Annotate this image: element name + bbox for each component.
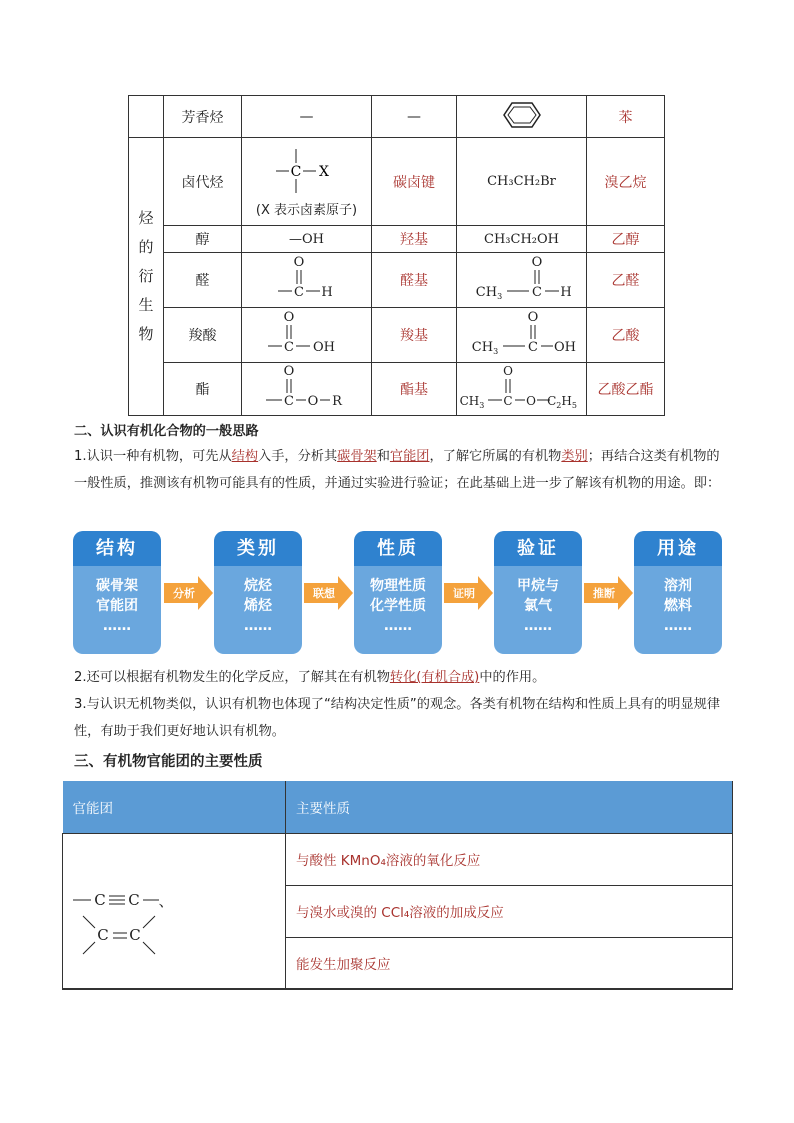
svg-text:推断: 推断 — [593, 587, 615, 600]
flow-card-property: 性质 物理性质 化学性质 …… — [354, 531, 442, 654]
svg-text:H: H — [559, 285, 572, 300]
svg-text:C: C — [290, 164, 301, 180]
group-formula: — — [242, 96, 372, 138]
table-row — [129, 96, 665, 138]
table-row — [129, 226, 665, 253]
table-row — [63, 833, 733, 885]
example-structure — [457, 96, 587, 138]
section-two-paragraph-3: 3.与认识无机物类似，认识有机物也体现了“结构决定性质”的观念。各类有机物在结构和性质上具有的明显规律性，有助于我们更好地认识有机物。 — [74, 697, 721, 739]
class-name: 醛 — [164, 253, 242, 308]
group-name: 醛基 — [372, 253, 457, 308]
section-two-paragraph-1: 1.认识一种有机物，可先从结构入手，分析其碳骨架和官能团，了解它所属的有机物类别；再结合这类有机物的一般性质，推测该有机物可能具有的性质，并通过实验进行验证；在此基础上进一步了解该有机物的用途。即： — [74, 449, 721, 491]
vertical-category-label: 烃 的 衍 生 物 — [129, 138, 164, 416]
flow-card-verification: 验证 甲烷与 氯气 …… — [494, 531, 582, 654]
svg-text:O: O — [527, 310, 538, 325]
svg-text:OH: OH — [553, 340, 576, 355]
svg-text:CH3: $CH_3$ — [475, 285, 502, 301]
table-row — [129, 363, 665, 416]
flow-arrow-associate — [304, 576, 353, 610]
keyword-category: 类别 — [561, 449, 588, 464]
flow-arrow-infer — [584, 576, 633, 610]
example-formula: CH₃CH₂OH — [457, 226, 587, 253]
svg-text:联想: 联想 — [313, 587, 335, 600]
group-formula — [242, 363, 372, 416]
triple-and-double-bond-structure — [63, 854, 213, 964]
table-row — [129, 308, 665, 363]
svg-text:分析: 分析 — [173, 587, 195, 600]
svg-text:C: C — [283, 394, 294, 409]
property-addition: 与溴水或溴的 CCl₄溶液的加成反应 — [286, 885, 733, 937]
header-main-property: 主要性质 — [286, 781, 733, 833]
class-name: 酯 — [164, 363, 242, 416]
svg-text:CH3: $CH_3$ — [459, 394, 484, 410]
flow-arrow-prove — [444, 576, 493, 610]
keyword-structure: 结构 — [231, 449, 259, 464]
svg-text:O: O — [283, 310, 294, 325]
table-row — [129, 138, 665, 226]
group-formula — [242, 308, 372, 363]
svg-text:C: C — [527, 340, 538, 355]
group-name: 酯基 — [372, 363, 457, 416]
flow-card-category: 类别 烷烃 烯烃 …… — [214, 531, 302, 654]
svg-text:O: O — [307, 394, 318, 409]
svg-text:C: C — [97, 925, 109, 944]
svg-text:X: X — [318, 164, 329, 180]
group-formula — [242, 138, 372, 226]
example-formula: CH₃CH₂Br — [457, 138, 587, 226]
acetic-acid-structure — [467, 309, 577, 357]
example-name: 乙醇 — [587, 226, 665, 253]
class-name: 卤代烃 — [164, 138, 242, 226]
halogen-note: (X 表示卤素原子) — [255, 203, 358, 218]
svg-text:C: C — [502, 394, 513, 408]
keyword-conversion: 转化(有机合成) — [389, 670, 480, 685]
group-name: 羟基 — [372, 226, 457, 253]
svg-text:C: C — [129, 925, 141, 944]
svg-text:O: O — [283, 364, 294, 379]
svg-text:O: O — [502, 364, 513, 378]
section-three-title: 三、有机物官能团的主要性质 — [74, 754, 263, 770]
functional-group-property-table — [62, 781, 733, 990]
flow-card-usage: 用途 溶剂 燃料 …… — [634, 531, 722, 654]
property-oxidation: 与酸性 KMnO₄溶液的氧化反应 — [286, 833, 733, 885]
svg-text:C: C — [283, 340, 294, 355]
svg-text:证明: 证明 — [453, 587, 475, 600]
carbon-halogen-structure — [272, 145, 342, 197]
class-name: 醇 — [164, 226, 242, 253]
svg-text:C: C — [128, 890, 140, 909]
group-name: 碳卤键 — [372, 138, 457, 226]
example-name: 苯 — [587, 96, 665, 138]
group-name: — — [372, 96, 457, 138]
functional-group-table — [128, 95, 665, 416]
example-structure — [457, 253, 587, 308]
svg-text:C2H5: $C_2H_5$ — [546, 394, 577, 410]
table-header-row — [63, 781, 733, 833]
example-name: 溴乙烷 — [587, 138, 665, 226]
example-name: 乙酸 — [587, 308, 665, 363]
aldehyde-group-structure — [272, 254, 342, 302]
example-name: 乙酸乙酯 — [587, 363, 665, 416]
class-name: 羧酸 — [164, 308, 242, 363]
section-two-title: 二、认识有机化合物的一般思路 — [74, 424, 259, 439]
svg-text:C: C — [531, 285, 542, 300]
svg-text:C: C — [94, 890, 106, 909]
ethyl-acetate-structure — [460, 363, 584, 411]
group-formula — [242, 253, 372, 308]
section-two-paragraph-2: 2.还可以根据有机物发生的化学反应，了解其在有机物转化(有机合成)中的作用。 — [74, 670, 546, 685]
svg-text:O: O — [531, 255, 542, 270]
group-name: 羧基 — [372, 308, 457, 363]
svg-text:、: 、 — [158, 891, 174, 910]
example-structure — [457, 308, 587, 363]
ester-group-structure — [262, 363, 352, 411]
acetaldehyde-structure — [467, 254, 577, 302]
flow-arrow-analyze — [164, 576, 213, 610]
benzene-structure — [502, 100, 542, 130]
class-name: 芳香烃 — [164, 96, 242, 138]
svg-text:OH: OH — [312, 340, 335, 355]
alkene-alkyne-structure-cell — [63, 833, 286, 989]
svg-text:R: R — [331, 394, 342, 409]
header-functional-group: 官能团 — [63, 781, 286, 833]
svg-text:O: O — [293, 255, 304, 270]
keyword-functional-group: 官能团 — [389, 449, 430, 464]
example-structure — [457, 363, 587, 416]
property-polymerization: 能发生加聚反应 — [286, 937, 733, 989]
svg-text:CH3: $CH_3$ — [471, 340, 498, 356]
flow-card-structure: 结构 碳骨架 官能团 …… — [73, 531, 161, 654]
svg-text:H: H — [320, 285, 333, 300]
example-name: 乙醛 — [587, 253, 665, 308]
table-row — [129, 253, 665, 308]
keyword-carbon-skeleton: 碳骨架 — [337, 449, 377, 464]
svg-text:O: O — [525, 394, 536, 408]
svg-text:C: C — [293, 285, 304, 300]
group-formula: —OH — [242, 226, 372, 253]
carboxyl-group-structure — [262, 309, 352, 357]
